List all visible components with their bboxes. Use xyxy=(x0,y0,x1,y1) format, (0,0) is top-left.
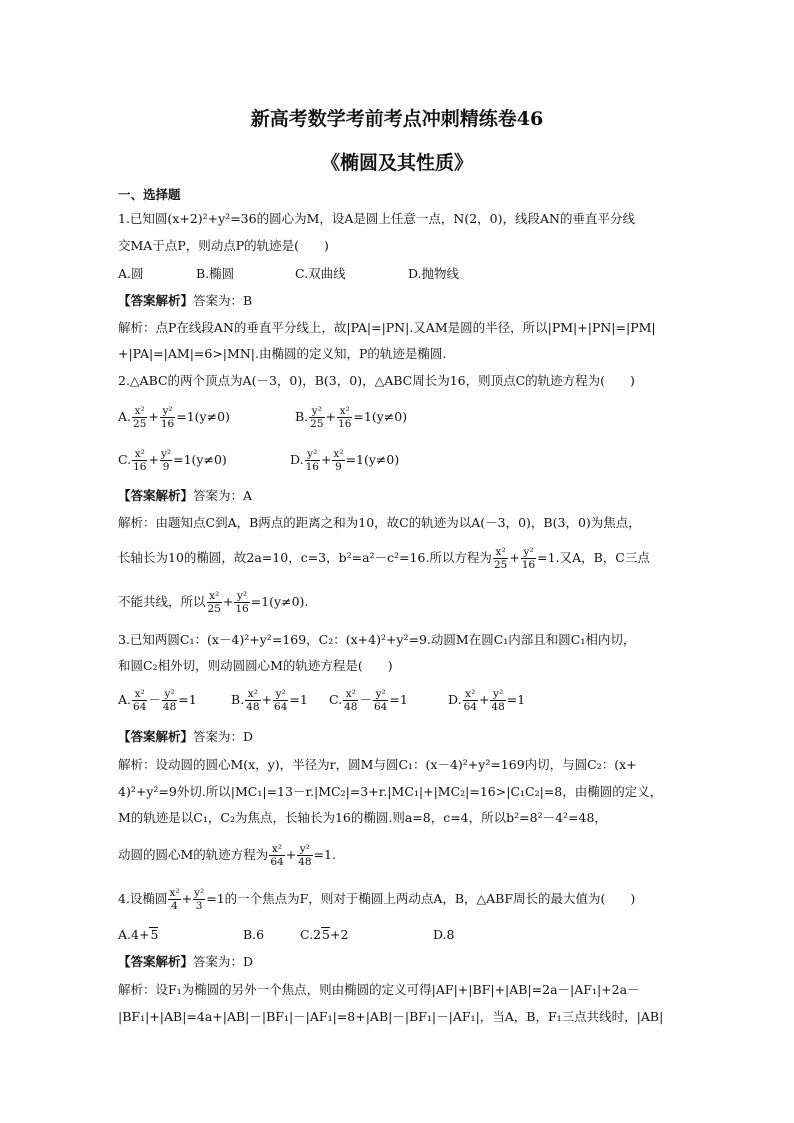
q4-answer: 【答案解析】答案为：D xyxy=(118,954,254,969)
q1-analysis-line1: 解析：点P在线段AN的垂直平分线上，故|PA|=|PN|.又AM是圆的半径，所以|PM|+|PN|=|PM| xyxy=(118,320,656,335)
q3-option-c: C. $\frac{\text{x²}}{48}$ － $\frac{\text{y²}}{64}$ =1 xyxy=(329,688,408,713)
answer-text: 答案为：B xyxy=(193,293,253,308)
q2-option-c: C. $\frac{\text{x²}}{16}$ + $\frac{\text{y²}}{9}$ =1(y≠0) xyxy=(118,448,227,473)
q2-option-d: D. $\frac{\text{y²}}{16}$ + $\frac{\text{x²}}{9}$ =1(y≠0) xyxy=(290,448,400,473)
q3-analysis-line2: 4)²+y²=9外切.所以|MC₁|=13－r.|MC₂|=3+r.|MC₁|+|MC₂|=16>|C₁C₂|=8，由椭圆的定义， xyxy=(118,784,663,799)
q1-option-a: A.圆 xyxy=(118,266,144,281)
q1-analysis-line2: +|PA|=|AM|=6>|MN|.由椭圆的定义知，P的轨迹是椭圆. xyxy=(118,346,447,361)
q1-answer xyxy=(118,292,688,310)
q3-option-d: D. $\frac{\text{x²}}{64}$ + $\frac{\text{y²}}{48}$ =1 xyxy=(448,688,526,713)
q3-analysis-line1: 解析：设动圆的圆心M(x，y)，半径为r，圆M与圆C₁：(x－4)²+y²=169内切，与圆C₂：(x+ xyxy=(118,757,637,772)
q1-stem-line1: 1.已知圆(x+2)²+y²=36的圆心为M，设A是圆上任意一点，N(2，0)，线段AN的垂直平分线 xyxy=(118,211,635,226)
q4-stem-line1: 4.设椭圆 $\frac{\text{x²}}{4}$ + $\frac{\text{y²}}{3}$ =1的一个焦点为F，则对于椭圆上两动点A，B，△ABF周长的最大值为( ) xyxy=(118,887,636,912)
section-heading: 一、选择题 xyxy=(118,187,181,202)
q2-stem-line1: 2.△ABC的两个顶点为A(－3，0)，B(3，0)，△ABC周长为16，则顶点C的轨迹方程为( ) xyxy=(118,373,635,388)
q3-option-b: B. $\frac{\text{x²}}{48}$ + $\frac{\text{y²}}{64}$ =1 xyxy=(231,688,308,713)
q2-option-a: A. $\frac{\text{x²}}{25}$ + $\frac{\text{y²}}{16}$ =1(y≠0) xyxy=(118,405,230,430)
q2-option-b: B. $\frac{\text{y²}}{25}$ + $\frac{\text{x²}}{16}$ =1(y≠0) xyxy=(295,405,408,430)
answer-tag: 【答案解析】 xyxy=(118,293,194,308)
q2-analysis-line1: 解析：由题知点C到A，B两点的距离之和为10，故C的轨迹为以A(－3，0)，B(3，0)为焦点， xyxy=(118,515,641,530)
q2-analysis-line2: 长轴长为10的椭圆，故2a=10，c=3，b²=a²－c²=16.所以方程为 $\frac{\text{x²}}{25}$ + $\frac{\text{y²}}{16}$ =1.又A，B，C三点 xyxy=(118,546,650,571)
page-title: 新高考数学考前考点冲刺精练卷46 xyxy=(250,108,544,130)
q3-stem-line1: 3.已知两圆C₁：(x－4)²+y²=169，C₂：(x+4)²+y²=9.动圆M在圆C₁内部且和圆C₁相内切， xyxy=(118,632,636,647)
q1-stem-line2: 交MA于点P，则动点P的轨迹是( ) xyxy=(118,238,329,253)
q1-option-d: D.抛物线 xyxy=(408,266,460,281)
q4-option-c: C.25+2 xyxy=(300,927,349,942)
page-subtitle: 《椭圆及其性质》 xyxy=(320,152,473,174)
q4-analysis-line2: |BF₁|+|AB|=4a+|AB|－|BF₁|－|AF₁|=8+|AB|－|BF₁|－|AF₁|，当A，B，F₁三点共线时，|AB| xyxy=(118,1009,664,1024)
q3-stem-line2: 和圆C₂相外切，则动圆圆心M的轨迹方程是( ) xyxy=(118,658,393,673)
q3-answer: 【答案解析】答案为：D xyxy=(118,729,254,744)
q1-option-c: C.双曲线 xyxy=(295,266,346,281)
q3-option-a: A. $\frac{\text{x²}}{64}$ － $\frac{\text{y²}}{48}$ =1 xyxy=(118,688,197,713)
q4-option-b: B.6 xyxy=(243,927,265,942)
q3-analysis-line4: 动圆的圆心M的轨迹方程为 $\frac{\text{x²}}{64}$ + $\frac{\text{y²}}{48}$ =1. xyxy=(118,843,336,868)
q2-analysis-line3: 不能共线，所以 $\frac{\text{x²}}{25}$ + $\frac{\text{y²}}{16}$ =1(y≠0). xyxy=(118,590,309,615)
sqrt-symbol: 5 xyxy=(150,927,159,942)
q4-option-a: A.4+5 xyxy=(118,927,159,942)
q1-option-b: B.椭圆 xyxy=(196,266,235,281)
q4-option-d: D.8 xyxy=(433,927,455,942)
q2-answer: 【答案解析】答案为：A xyxy=(118,488,253,503)
q3-analysis-line3: M的轨迹是以C₁，C₂为焦点，长轴长为16的椭圆.则a=8，c=4，所以b²=8²－4²=48， xyxy=(118,810,607,825)
q4-analysis-line1: 解析：设F₁为椭圆的另外一个焦点，则由椭圆的定义可得|AF|+|BF|+|AB|=2a－|AF₁|+2a－ xyxy=(118,982,640,997)
